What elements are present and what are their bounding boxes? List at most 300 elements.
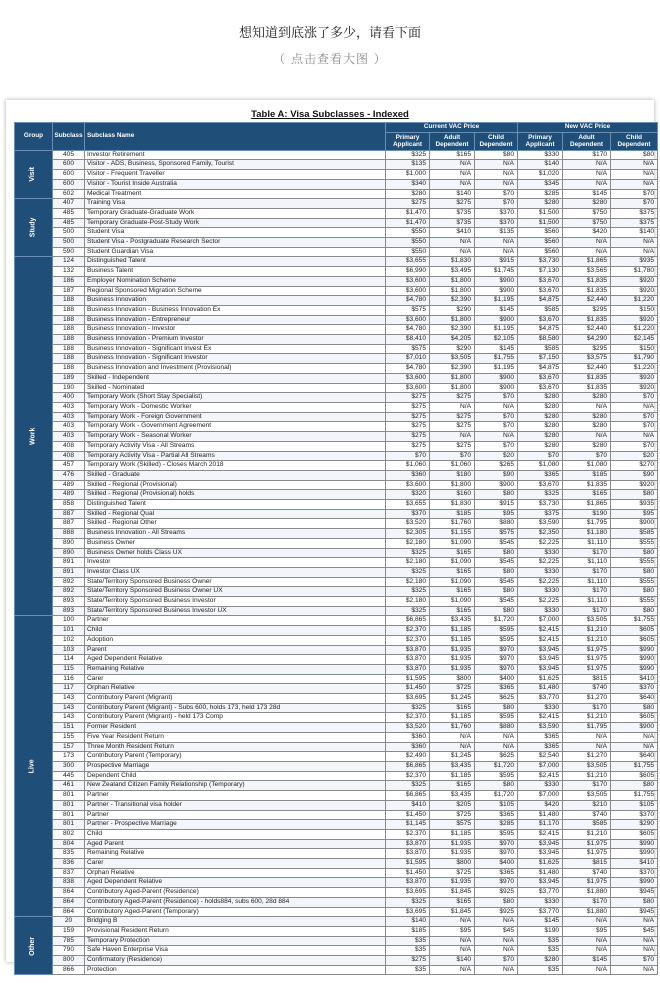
price-cell: $165 [430, 587, 475, 597]
table-row [15, 344, 658, 354]
subclass-cell: 891 [53, 567, 85, 577]
table-row [15, 936, 658, 946]
price-cell: $140 [611, 228, 658, 238]
price-cell: N/A [611, 946, 658, 956]
price-cell: $360 [386, 470, 430, 480]
subclass-cell: 116 [53, 674, 85, 684]
price-cell: $1,450 [386, 810, 430, 820]
price-cell: $275 [386, 393, 430, 403]
price-cell: $1,090 [430, 538, 475, 548]
price-cell: $330 [518, 897, 563, 907]
subclass-name-cell: Training Visa [85, 199, 386, 209]
subclass-cell: 800 [53, 956, 85, 966]
price-cell: $165 [430, 897, 475, 907]
price-cell: $1,195 [475, 325, 518, 335]
subclass-cell: 400 [53, 393, 85, 403]
table-row [15, 791, 658, 801]
price-cell: $1,080 [563, 461, 611, 471]
price-cell: $280 [518, 956, 563, 966]
price-cell: $35 [386, 936, 430, 946]
subclass-name-cell: Business Innovation - Significant Invest Ex [85, 344, 386, 354]
price-cell: $290 [611, 820, 658, 830]
price-cell: $1,110 [563, 538, 611, 548]
subclass-name-cell: Remaining Relative [85, 849, 386, 859]
price-cell: $370 [611, 868, 658, 878]
price-cell: $3,670 [518, 480, 563, 490]
price-cell: $325 [386, 781, 430, 791]
subclass-cell: 188 [53, 305, 85, 315]
price-cell: $1,755 [611, 616, 658, 626]
price-cell: $280 [563, 199, 611, 209]
subclass-name-cell: Investor Class UX [85, 567, 386, 577]
new-adult-dependent-header: Adult Dependent [563, 132, 611, 150]
table-row [15, 451, 658, 461]
price-cell: $7,010 [386, 354, 430, 364]
price-cell: $1,195 [475, 296, 518, 306]
price-cell: $420 [563, 228, 611, 238]
price-cell: $2,180 [386, 558, 430, 568]
price-cell: $80 [475, 606, 518, 616]
col-header-group: Group [15, 123, 53, 151]
price-cell: $280 [563, 422, 611, 432]
price-cell: $555 [611, 577, 658, 587]
price-cell: $990 [611, 655, 658, 665]
price-cell: $4,780 [386, 325, 430, 335]
price-cell: $1,835 [563, 480, 611, 490]
subclass-cell: 500 [53, 228, 85, 238]
subclass-cell: 188 [53, 364, 85, 374]
current-child-dependent-header: Child Dependent [475, 132, 518, 150]
subclass-name-cell: Visitor - Tourist Inside Australia [85, 179, 386, 189]
subclass-cell: 892 [53, 587, 85, 597]
page-heading: 想知道到底涨了多少，请看下面 [238, 26, 421, 41]
price-cell: $550 [386, 247, 430, 257]
subclass-cell: 189 [53, 373, 85, 383]
price-cell: $990 [611, 878, 658, 888]
subclass-cell: 864 [53, 897, 85, 907]
price-cell: $280 [563, 441, 611, 451]
subclass-name-cell: Business Innovation - Entrepreneur [85, 315, 386, 325]
price-cell: $275 [386, 432, 430, 442]
subclass-cell: 485 [53, 218, 85, 228]
price-cell: $900 [475, 480, 518, 490]
table-row [15, 723, 658, 733]
price-cell: $2,305 [386, 529, 430, 539]
price-cell: $740 [563, 810, 611, 820]
subclass-name-cell: Contributory Parent (Migrant) [85, 694, 386, 704]
price-cell: $1,270 [563, 752, 611, 762]
subclass-cell: 408 [53, 441, 85, 451]
price-cell: $1,185 [430, 713, 475, 723]
price-cell: $140 [430, 189, 475, 199]
subclass-name-cell: Child [85, 626, 386, 636]
subclass-name-cell: Business Innovation - All Streams [85, 529, 386, 539]
subclass-cell: 801 [53, 820, 85, 830]
price-cell: $550 [386, 228, 430, 238]
price-cell: $165 [430, 606, 475, 616]
subclass-name-cell: Skilled - Regional (Provisional) holds [85, 490, 386, 500]
subclass-cell: 893 [53, 606, 85, 616]
price-cell: $3,945 [518, 878, 563, 888]
subclass-cell: 590 [53, 247, 85, 257]
price-cell: $2,370 [386, 829, 430, 839]
price-cell: $280 [518, 402, 563, 412]
subclass-name-cell: Investor [85, 558, 386, 568]
price-cell: $2,490 [386, 752, 430, 762]
price-cell: $990 [611, 664, 658, 674]
subclass-name-cell: Protection [85, 965, 386, 975]
price-cell: $3,520 [386, 519, 430, 529]
price-cell: $560 [518, 238, 563, 248]
price-cell: $80 [611, 606, 658, 616]
price-cell: $280 [518, 432, 563, 442]
subclass-name-cell: Provisional Resident Return [85, 926, 386, 936]
subclass-name-cell: Skilled - Regional (Provisional) [85, 480, 386, 490]
table-row [15, 160, 658, 170]
price-cell: $1,145 [386, 820, 430, 830]
price-cell: $1,470 [386, 218, 430, 228]
table-row [15, 849, 658, 859]
price-cell: $320 [386, 490, 430, 500]
subclass-name-cell: Prospective Marriage [85, 762, 386, 772]
price-cell: $575 [430, 820, 475, 830]
subclass-cell: 187 [53, 286, 85, 296]
subclass-name-cell: Parent [85, 645, 386, 655]
table-row [15, 257, 658, 267]
price-cell: $370 [386, 509, 430, 519]
price-cell: $185 [430, 509, 475, 519]
price-cell: $1,935 [430, 849, 475, 859]
price-cell: $3,505 [563, 616, 611, 626]
subclass-cell: 190 [53, 383, 85, 393]
price-cell: $1,935 [430, 645, 475, 655]
subclass-name-cell: Three Month Resident Return [85, 742, 386, 752]
table-row [15, 364, 658, 374]
price-cell: $410 [611, 859, 658, 869]
subclass-cell: 602 [53, 189, 85, 199]
price-cell: $295 [563, 305, 611, 315]
price-cell: $6,865 [386, 616, 430, 626]
group-label-study: Study [15, 199, 53, 257]
price-cell: $3,435 [430, 791, 475, 801]
price-cell: $410 [386, 800, 430, 810]
price-cell: $400 [475, 674, 518, 684]
price-cell: $900 [475, 315, 518, 325]
price-cell: $1,800 [430, 276, 475, 286]
price-cell: $3,670 [518, 276, 563, 286]
subclass-name-cell: Business Innovation - Investor [85, 325, 386, 335]
price-cell: $1,720 [475, 762, 518, 772]
subclass-cell: 143 [53, 713, 85, 723]
subclass-name-cell: Business Talent [85, 267, 386, 277]
subclass-cell: 159 [53, 926, 85, 936]
price-cell: $70 [430, 451, 475, 461]
subclass-name-cell: Temporary Work (Short Stay Specialist) [85, 393, 386, 403]
price-cell: $70 [611, 189, 658, 199]
price-cell: $105 [475, 800, 518, 810]
price-cell: $575 [386, 305, 430, 315]
price-cell: $1,500 [518, 218, 563, 228]
price-cell: $280 [518, 393, 563, 403]
price-cell: $165 [430, 548, 475, 558]
subclass-name-cell: Orphan Relative [85, 684, 386, 694]
price-cell: $135 [475, 228, 518, 238]
price-cell: $70 [611, 956, 658, 966]
price-cell: $370 [611, 684, 658, 694]
price-cell: N/A [430, 936, 475, 946]
price-cell: $920 [611, 480, 658, 490]
price-cell: $2,225 [518, 597, 563, 607]
price-cell: $4,290 [563, 335, 611, 345]
price-cell: $4,875 [518, 296, 563, 306]
price-cell: $1,975 [563, 878, 611, 888]
price-cell: N/A [611, 402, 658, 412]
price-cell: $3,870 [386, 645, 430, 655]
price-cell: $970 [475, 664, 518, 674]
table-row [15, 946, 658, 956]
price-cell: $1,835 [563, 276, 611, 286]
price-cell: $605 [611, 829, 658, 839]
table-row [15, 296, 658, 306]
price-cell: $945 [611, 907, 658, 917]
subclass-cell: 143 [53, 703, 85, 713]
price-cell: $1,155 [430, 529, 475, 539]
price-cell: $560 [518, 247, 563, 257]
price-cell: $545 [475, 597, 518, 607]
price-cell: $750 [563, 218, 611, 228]
price-cell: $7,130 [518, 267, 563, 277]
price-cell: $80 [611, 548, 658, 558]
price-cell: N/A [611, 238, 658, 248]
price-cell: $330 [518, 703, 563, 713]
table-row [15, 587, 658, 597]
price-cell: $325 [518, 490, 563, 500]
subclass-name-cell: State/Territory Sponsored Business Investor [85, 597, 386, 607]
price-cell: $2,370 [386, 771, 430, 781]
subclass-name-cell: New Zealand Citizen Family Relationship (Temporary) [85, 781, 386, 791]
subclass-cell: 790 [53, 946, 85, 956]
subclass-name-cell: Adoption [85, 635, 386, 645]
subclass-cell: 489 [53, 490, 85, 500]
table-row [15, 655, 658, 665]
subclass-name-cell: State/Territory Sponsored Business Owner [85, 577, 386, 587]
subclass-cell: 837 [53, 868, 85, 878]
price-cell: $35 [518, 946, 563, 956]
subclass-name-cell: Student Guardian Visa [85, 247, 386, 257]
price-cell: $2,225 [518, 538, 563, 548]
price-cell: $970 [475, 839, 518, 849]
price-cell: $3,730 [518, 500, 563, 510]
price-cell: $595 [475, 626, 518, 636]
price-cell: $970 [475, 849, 518, 859]
subclass-cell: 801 [53, 791, 85, 801]
price-cell: N/A [430, 432, 475, 442]
price-cell: $640 [611, 752, 658, 762]
table-row [15, 335, 658, 345]
table-row [15, 732, 658, 742]
table-row [15, 238, 658, 248]
price-cell: $2,370 [386, 626, 430, 636]
subclass-name-cell: Investor Retirement [85, 150, 386, 160]
price-cell: N/A [611, 160, 658, 170]
subclass-cell: 801 [53, 810, 85, 820]
subclass-cell: 102 [53, 635, 85, 645]
price-cell: $375 [611, 208, 658, 218]
price-cell: $545 [475, 538, 518, 548]
subclass-cell: 864 [53, 907, 85, 917]
price-cell: N/A [475, 946, 518, 956]
price-cell: $170 [563, 606, 611, 616]
price-cell: $1,220 [611, 364, 658, 374]
subclass-name-cell: Skilled - Graduate [85, 470, 386, 480]
price-cell: N/A [563, 247, 611, 257]
price-cell: $1,595 [386, 859, 430, 869]
subclass-name-cell: Student Visa [85, 228, 386, 238]
price-cell: $605 [611, 626, 658, 636]
price-cell: $145 [475, 305, 518, 315]
price-cell: $345 [518, 179, 563, 189]
table-row [15, 800, 658, 810]
table-row [15, 150, 658, 160]
table-row [15, 558, 658, 568]
table-row [15, 606, 658, 616]
price-cell: $270 [611, 461, 658, 471]
price-cell: N/A [430, 965, 475, 975]
price-cell: $90 [611, 470, 658, 480]
price-cell: $900 [475, 383, 518, 393]
view-large-image-hint[interactable]: （ 点击查看大图 ） [273, 52, 387, 66]
subclass-cell: 600 [53, 160, 85, 170]
price-cell: $70 [475, 199, 518, 209]
price-cell: $625 [475, 694, 518, 704]
price-cell: $7,000 [518, 616, 563, 626]
table-row [15, 684, 658, 694]
subclass-cell: 188 [53, 315, 85, 325]
subclass-cell: 20 [53, 917, 85, 927]
subclass-name-cell: Visitor - ADS, Business, Sponsored Family, Tourist [85, 160, 386, 170]
price-cell: $1,835 [563, 315, 611, 325]
price-cell: $365 [518, 742, 563, 752]
subclass-cell: 188 [53, 296, 85, 306]
price-cell: $105 [611, 800, 658, 810]
price-cell: N/A [563, 936, 611, 946]
price-cell: $740 [563, 868, 611, 878]
table-row [15, 674, 658, 684]
subclass-cell: 802 [53, 829, 85, 839]
price-cell: $80 [475, 548, 518, 558]
price-cell: $1,450 [386, 868, 430, 878]
table-row [15, 179, 658, 189]
subclass-name-cell: Contributory Aged-Parent (Residence) - holds884, subs 600, 28d 884 [85, 897, 386, 907]
price-cell: $275 [430, 422, 475, 432]
table-row [15, 694, 658, 704]
price-cell: $920 [611, 383, 658, 393]
table-row [15, 208, 658, 218]
price-cell: $170 [563, 897, 611, 907]
subclass-name-cell: Business Owner holds Class UX [85, 548, 386, 558]
table-row [15, 917, 658, 927]
subclass-name-cell: Carer [85, 859, 386, 869]
price-cell: $280 [386, 189, 430, 199]
price-cell: N/A [430, 179, 475, 189]
table-row [15, 810, 658, 820]
price-cell: $2,440 [563, 325, 611, 335]
subclass-name-cell: Former Resident [85, 723, 386, 733]
price-cell: $7,150 [518, 354, 563, 364]
table-row [15, 616, 658, 626]
price-cell: $3,670 [518, 286, 563, 296]
price-cell: N/A [611, 742, 658, 752]
table-row [15, 509, 658, 519]
price-cell: $20 [611, 451, 658, 461]
price-cell: $2,415 [518, 771, 563, 781]
price-cell: $925 [475, 888, 518, 898]
price-cell: $4,875 [518, 364, 563, 374]
price-cell: $3,590 [518, 519, 563, 529]
price-cell: $1,795 [563, 723, 611, 733]
price-cell: $80 [611, 587, 658, 597]
subclass-cell: 893 [53, 597, 85, 607]
table-row [15, 965, 658, 975]
price-cell: N/A [611, 170, 658, 180]
table-image[interactable] [6, 100, 655, 973]
price-cell: $3,600 [386, 286, 430, 296]
price-cell: $1,185 [430, 829, 475, 839]
subclass-name-cell: Orphan Relative [85, 868, 386, 878]
price-cell: $3,730 [518, 257, 563, 267]
price-cell: $2,370 [386, 713, 430, 723]
subclass-cell: 403 [53, 432, 85, 442]
price-cell: $555 [611, 558, 658, 568]
price-cell: $1,780 [611, 267, 658, 277]
table-row [15, 771, 658, 781]
price-cell: N/A [611, 936, 658, 946]
subclass-cell: 888 [53, 529, 85, 539]
subclass-cell: 151 [53, 723, 85, 733]
price-cell: $585 [611, 529, 658, 539]
price-cell: $945 [611, 888, 658, 898]
subclass-cell: 300 [53, 762, 85, 772]
subclass-cell: 114 [53, 655, 85, 665]
price-cell: $3,945 [518, 839, 563, 849]
price-cell: $1,625 [518, 859, 563, 869]
price-cell: $70 [611, 422, 658, 432]
price-cell: $3,945 [518, 664, 563, 674]
price-cell: N/A [611, 732, 658, 742]
price-cell: $640 [611, 694, 658, 704]
price-cell: $80 [475, 150, 518, 160]
price-cell: $2,105 [475, 335, 518, 345]
price-cell: $3,600 [386, 480, 430, 490]
price-cell: $585 [563, 820, 611, 830]
price-cell: $3,870 [386, 849, 430, 859]
subclass-name-cell: Contributory Parent (Migrant) - held 173 Comp [85, 713, 386, 723]
price-cell: $920 [611, 315, 658, 325]
price-cell: $7,000 [518, 791, 563, 801]
price-cell: $3,770 [518, 907, 563, 917]
price-cell: $1,790 [611, 354, 658, 364]
subclass-cell: 188 [53, 335, 85, 345]
price-cell: $35 [518, 965, 563, 975]
price-cell: $3,655 [386, 257, 430, 267]
subclass-cell: 461 [53, 781, 85, 791]
price-cell: $880 [475, 723, 518, 733]
price-cell: $370 [475, 218, 518, 228]
table-row [15, 878, 658, 888]
table-row [15, 170, 658, 180]
price-cell: $1,800 [430, 383, 475, 393]
price-cell: $1,500 [518, 208, 563, 218]
